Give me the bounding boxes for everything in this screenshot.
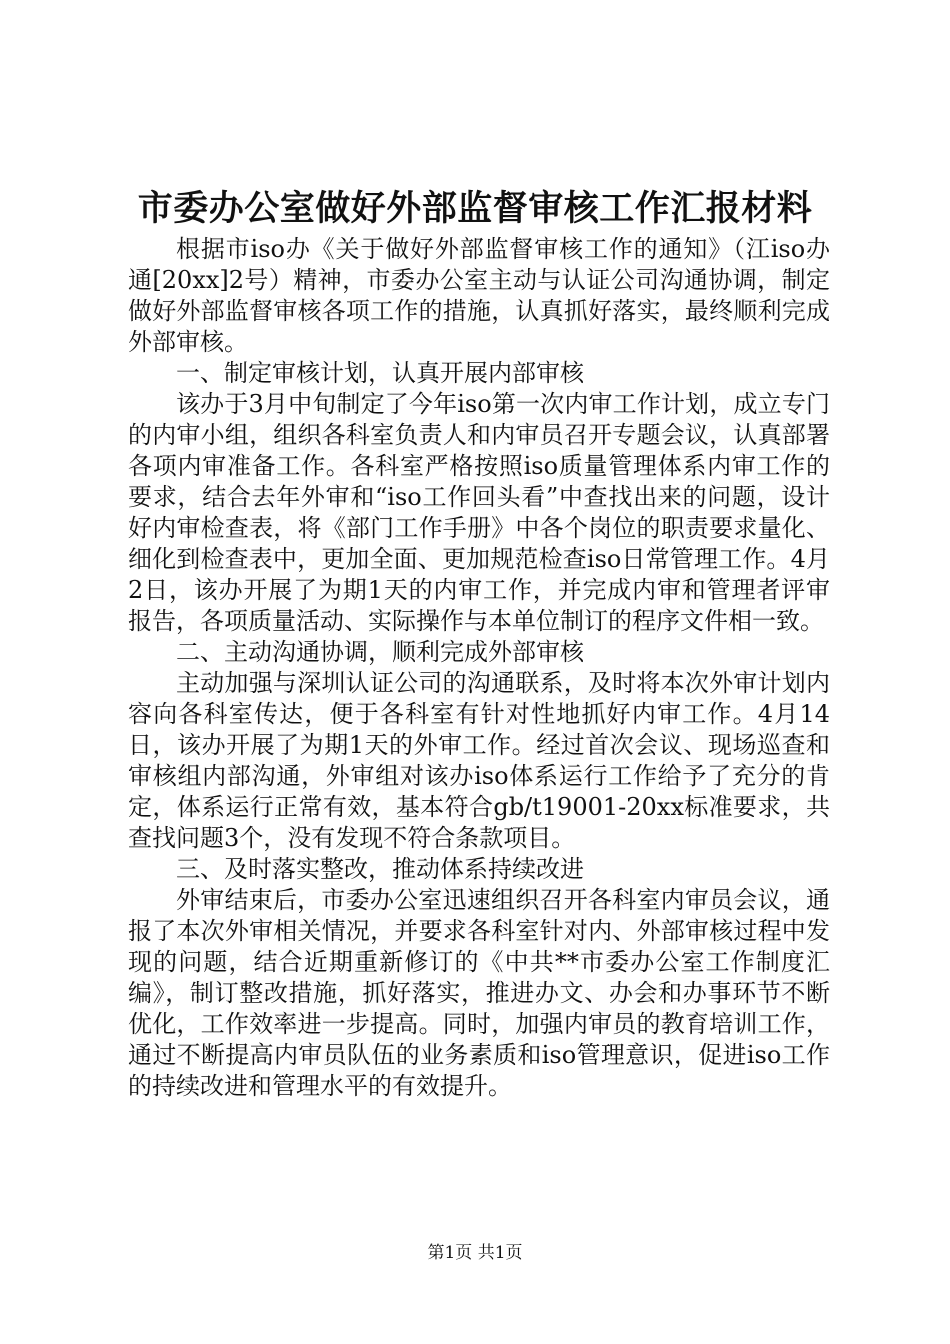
section-heading-3: 三、及时落实整改，推动体系持续改进 (176, 855, 584, 883)
intro-paragraph: 根据市iso办《关于做好外部监督审核工作的通知》（江iso办通[20xx]2号）精神，市委办公室主动与认证公司沟通协调，制定做好外部监督审核各项工作的措施，认真抓好落实，最终顺利完成外部审核。 (128, 235, 830, 356)
page-number-footer: 第1页 共1页 (427, 1243, 523, 1263)
section-heading-2: 二、主动沟通协调，顺利完成外部审核 (176, 638, 584, 666)
section-paragraph-2: 主动加强与深圳认证公司的沟通联系，及时将本次外审计划内容向各科室传达，便于各科室有针对性地抓好内审工作。4月14日，该办开展了为期1天的外审工作。经过首次会议、现场巡查和审核组内部沟通，外审组对该办iso体系运行工作给予了充分的肯定，体系运行正常有效，基本符合gb/t19001-20xx标准要求，共查找问题3个，没有发现不符合条款项目。 (128, 669, 830, 852)
section-heading-1: 一、制定审核计划，认真开展内部审核 (176, 359, 584, 387)
section-paragraph-3: 外审结束后，市委办公室迅速组织召开各科室内审员会议，通报了本次外审相关情况，并要求各科室针对内、外部审核过程中发现的问题，结合近期重新修订的《中共**市委办公室工作制度汇编》，制订整改措施，抓好落实，推进办文、办会和办事环节不断优化，工作效率进一步提高。同时，加强内审员的教育培训工作，通过不断提高内审员队伍的业务素质和iso管理意识，促进iso工作的持续改进和管理水平的有效提升。 (128, 886, 830, 1100)
document-body (128, 234, 830, 1102)
document-title: 市委办公室做好外部监督审核工作汇报材料 (137, 188, 813, 229)
section-paragraph-1: 该办于3月中旬制定了今年iso第一次内审工作计划，成立专门的内审小组，组织各科室负责人和内审员召开专题会议，认真部署各项内审准备工作。各科室严格按照iso质量管理体系内审工作的要求，结合去年外审和“iso工作回头看”中查找出来的问题，设计好内审检查表，将《部门工作手册》中各个岗位的职责要求量化、细化到检查表中，更加全面、更加规范检查iso日常管理工作。4月2日，该办开展了为期1天的内审工作，并完成内审和管理者评审报告，各项质量活动、实际操作与本单位制订的程序文件相一致。 (128, 390, 830, 635)
